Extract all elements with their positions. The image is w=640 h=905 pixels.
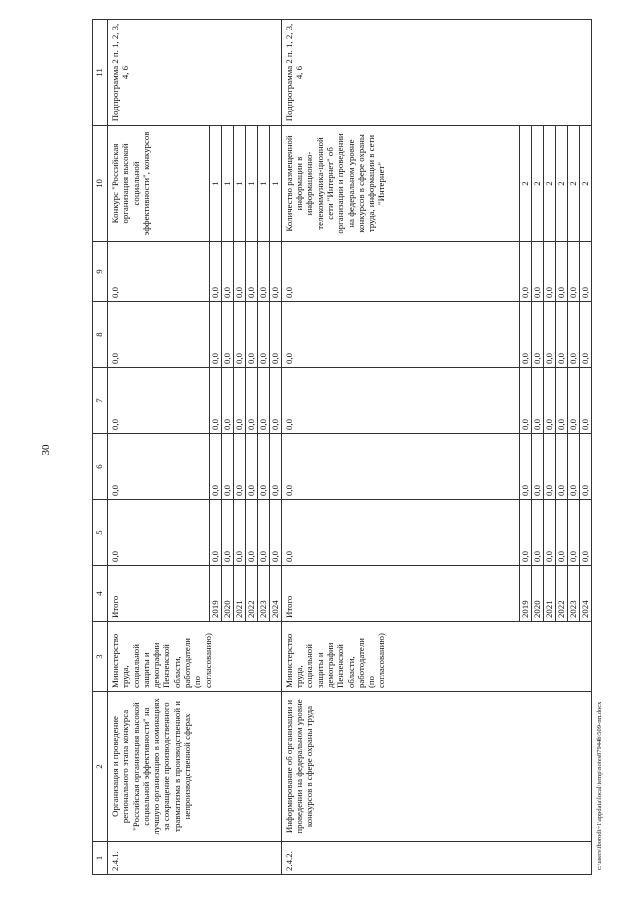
page-number: 30 [40, 444, 52, 456]
year-value: 0,0 [580, 242, 592, 302]
indicator-value: 1 [257, 126, 269, 242]
item-number: 2.4.1. [108, 842, 282, 875]
year: 2021 [233, 566, 245, 622]
year-value: 0,0 [269, 368, 281, 434]
indicator-value: 2 [556, 126, 568, 242]
year-value: 0,0 [568, 242, 580, 302]
col-header: 10 [93, 126, 108, 242]
year-value: 0,0 [245, 368, 257, 434]
total-value: 0,0 [108, 500, 210, 566]
year: 2023 [568, 566, 580, 622]
year-value: 0,0 [221, 368, 233, 434]
year-value: 0,0 [257, 368, 269, 434]
year-value: 0,0 [233, 242, 245, 302]
year: 2019 [520, 566, 532, 622]
indicator-name: Количество размещенной информации в информационно-телекоммуника-ционной сети "Интернет" об организации и проведении на федеральном уровне конкурсов в сфере охраны труда, информации в сети "Интернет" [281, 126, 519, 242]
year-value: 0,0 [568, 368, 580, 434]
year-value: 0,0 [568, 500, 580, 566]
col-header: 5 [93, 500, 108, 566]
total-value: 0,0 [108, 242, 210, 302]
year-value: 0,0 [556, 434, 568, 500]
col-header: 9 [93, 242, 108, 302]
total-value: 0,0 [281, 434, 519, 500]
total-value: 0,0 [281, 242, 519, 302]
program-ref: Подпрограмма 2 п. 1, 2, 3, 4, 6 [108, 20, 282, 126]
col-header: 7 [93, 368, 108, 434]
year: 2024 [269, 566, 281, 622]
indicator-value: 2 [544, 126, 556, 242]
activity-name: Информирование об организации и проведении на федеральном уровне конкурсов в сфере охраны труда [281, 692, 591, 842]
indicator-value: 2 [532, 126, 544, 242]
table-row [108, 20, 210, 875]
year-value: 0,0 [568, 302, 580, 368]
year-value: 0,0 [245, 242, 257, 302]
year-value: 0,0 [209, 368, 221, 434]
executor: Министерство труда, социальной защиты и демографии Пензенской области, работодатели (по согласованию) [281, 622, 591, 692]
year-value: 0,0 [221, 302, 233, 368]
year-value: 0,0 [532, 302, 544, 368]
year-value: 0,0 [556, 242, 568, 302]
program-table [92, 19, 592, 875]
year: 2020 [221, 566, 233, 622]
year: 2020 [532, 566, 544, 622]
year-value: 0,0 [520, 368, 532, 434]
indicator-value: 1 [233, 126, 245, 242]
year-value: 0,0 [544, 242, 556, 302]
year-value: 0,0 [257, 302, 269, 368]
year-value: 0,0 [209, 302, 221, 368]
year-value: 0,0 [556, 302, 568, 368]
footer-file-path: c:\users\iborodi~1\appdata\local\temp\notes87944b\509-пп.docx [596, 701, 603, 870]
year-value: 0,0 [520, 434, 532, 500]
year-value: 0,0 [221, 434, 233, 500]
year-value: 0,0 [568, 434, 580, 500]
year-value: 0,0 [532, 368, 544, 434]
program-ref: Подпрограмма 2 п. 1, 2, 3, 4, 6 [281, 20, 591, 126]
year-value: 0,0 [544, 368, 556, 434]
column-number-row [93, 20, 108, 875]
year-value: 0,0 [544, 434, 556, 500]
year-value: 0,0 [221, 500, 233, 566]
year-value: 0,0 [233, 368, 245, 434]
year-value: 0,0 [544, 500, 556, 566]
year-value: 0,0 [269, 500, 281, 566]
year-value: 0,0 [209, 500, 221, 566]
year-value: 0,0 [269, 302, 281, 368]
executor: Министерство труда, социальной защиты и демографии Пензенской области, работодатели (по согласованию) [108, 622, 282, 692]
indicator-name: Конкурс "Российская организация высокой социальной эффективности", конкурсов [108, 126, 210, 242]
year-value: 0,0 [245, 434, 257, 500]
year-value: 0,0 [580, 302, 592, 368]
item-number: 2.4.2. [281, 842, 591, 875]
year: 2021 [544, 566, 556, 622]
indicator-value: 1 [269, 126, 281, 242]
year-value: 0,0 [209, 434, 221, 500]
total-label: Итого [108, 566, 210, 622]
col-header: 4 [93, 566, 108, 622]
rotated-page [92, 20, 592, 875]
col-header: 8 [93, 302, 108, 368]
year-value: 0,0 [233, 302, 245, 368]
indicator-value: 2 [520, 126, 532, 242]
year-value: 0,0 [580, 368, 592, 434]
year-value: 0,0 [269, 242, 281, 302]
year-value: 0,0 [532, 242, 544, 302]
total-value: 0,0 [108, 302, 210, 368]
indicator-value: 1 [245, 126, 257, 242]
year-value: 0,0 [580, 500, 592, 566]
year-value: 0,0 [257, 500, 269, 566]
year-value: 0,0 [221, 242, 233, 302]
year: 2022 [556, 566, 568, 622]
total-value: 0,0 [281, 302, 519, 368]
year-value: 0,0 [257, 434, 269, 500]
year-value: 0,0 [544, 302, 556, 368]
year-value: 0,0 [580, 434, 592, 500]
total-value: 0,0 [108, 434, 210, 500]
total-label: Итого [281, 566, 519, 622]
year: 2019 [209, 566, 221, 622]
year-value: 0,0 [233, 434, 245, 500]
year: 2023 [257, 566, 269, 622]
table-row [281, 20, 519, 875]
activity-name: Организация и проведение регионального этапа конкурса "Российская организация высокой социальной эффективности" на лучшую организацию в номинациях за сокращение производственного травматизма в производственной и непроизводственной сферах [108, 692, 282, 842]
total-value: 0,0 [108, 368, 210, 434]
year-value: 0,0 [233, 500, 245, 566]
year-value: 0,0 [532, 500, 544, 566]
total-value: 0,0 [281, 368, 519, 434]
year-value: 0,0 [532, 434, 544, 500]
indicator-value: 2 [580, 126, 592, 242]
indicator-value: 2 [568, 126, 580, 242]
year-value: 0,0 [556, 500, 568, 566]
year-value: 0,0 [520, 500, 532, 566]
year: 2022 [245, 566, 257, 622]
year: 2024 [580, 566, 592, 622]
year-value: 0,0 [556, 368, 568, 434]
total-value: 0,0 [281, 500, 519, 566]
col-header: 11 [93, 20, 108, 126]
col-header: 2 [93, 692, 108, 842]
col-header: 3 [93, 622, 108, 692]
indicator-value: 1 [221, 126, 233, 242]
year-value: 0,0 [257, 242, 269, 302]
year-value: 0,0 [209, 242, 221, 302]
indicator-value: 1 [209, 126, 221, 242]
col-header: 1 [93, 842, 108, 875]
year-value: 0,0 [245, 302, 257, 368]
year-value: 0,0 [245, 500, 257, 566]
year-value: 0,0 [520, 242, 532, 302]
year-value: 0,0 [269, 434, 281, 500]
year-value: 0,0 [520, 302, 532, 368]
col-header: 6 [93, 434, 108, 500]
